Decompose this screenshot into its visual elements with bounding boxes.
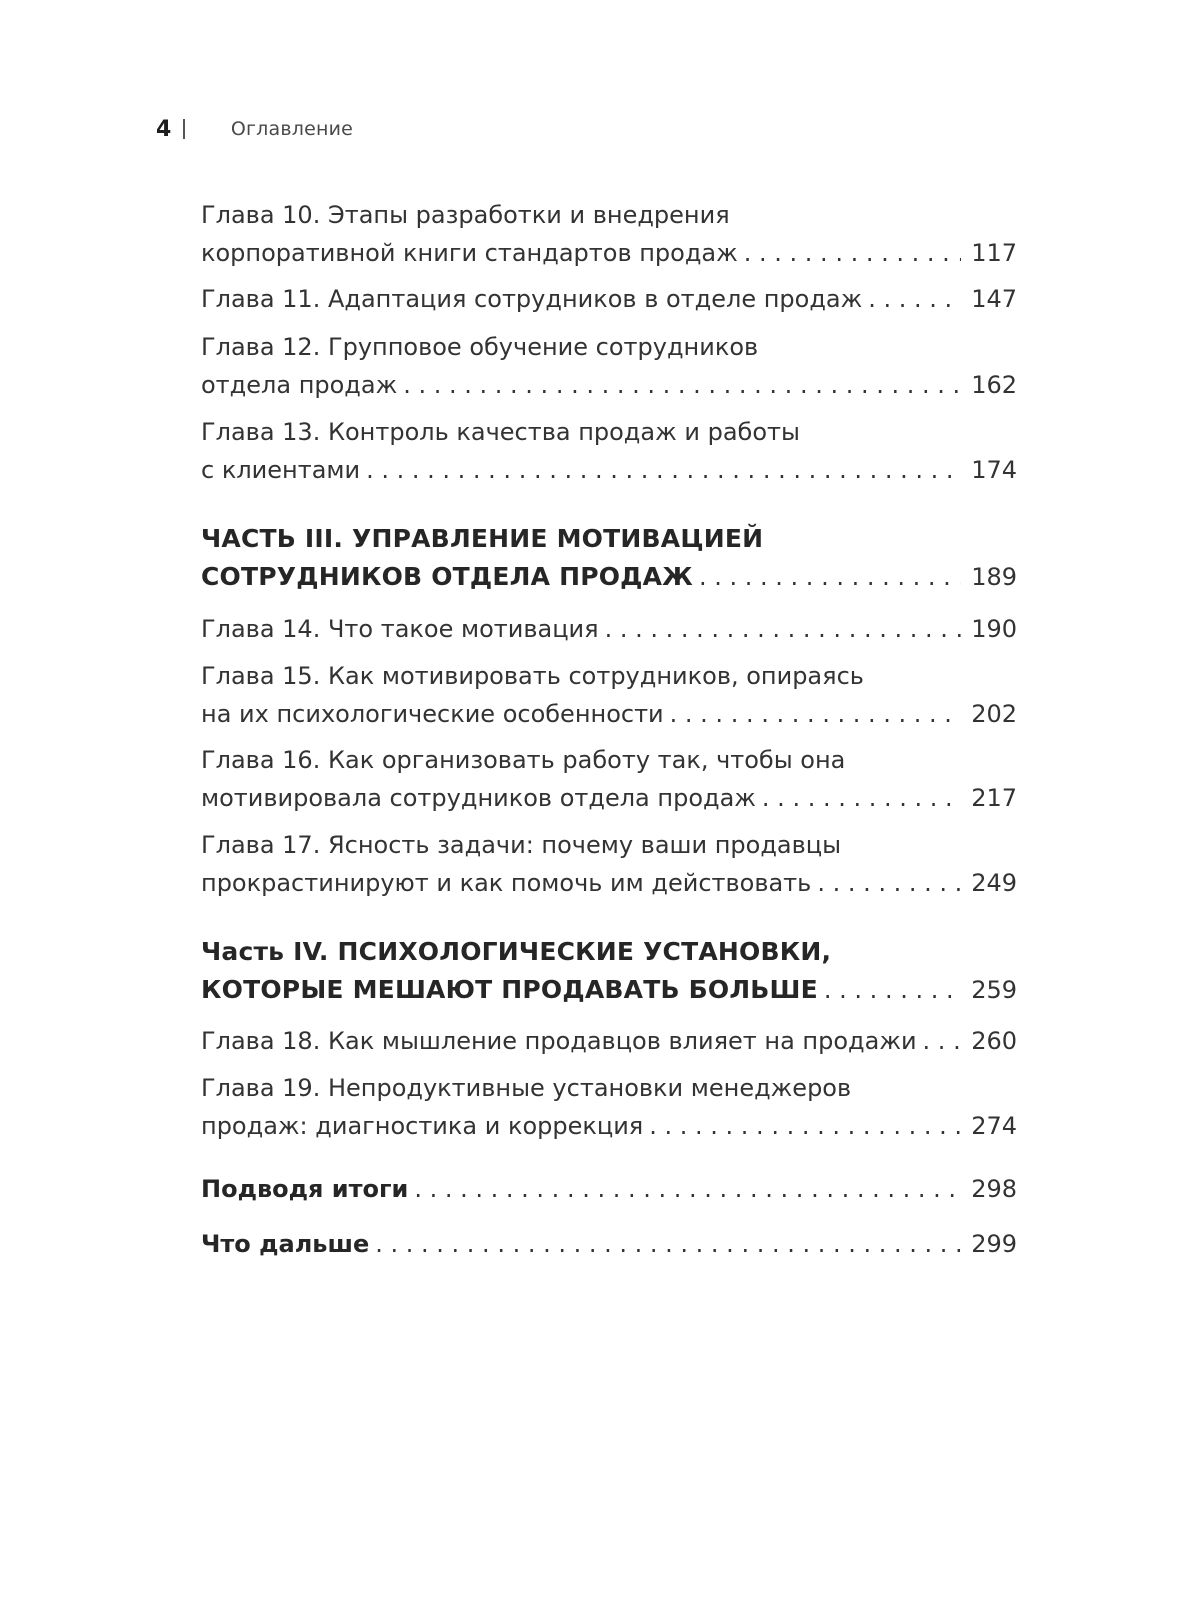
toc-page-number: 249: [971, 869, 1017, 897]
toc-entry-chapter-10[interactable]: [201, 196, 1017, 272]
toc-page-number: 259: [971, 976, 1017, 1004]
toc-entry-title-line: корпоративной книги стандартов продаж: [201, 239, 738, 267]
toc-entry-title-line: продаж: диагностика и коррекция: [201, 1112, 644, 1140]
toc-page-number: 174: [971, 456, 1017, 484]
dot-leader: [756, 779, 961, 817]
dot-leader: [599, 610, 962, 648]
toc-part-title-line: ЧАСТЬ III. УПРАВЛЕНИЕ МОТИВАЦИЕЙ: [201, 524, 764, 553]
dot-leader: [738, 234, 961, 272]
dot-leader: [818, 971, 961, 1009]
toc-entry-chapter-15[interactable]: [201, 657, 1017, 733]
toc-page-number: 274: [971, 1112, 1017, 1140]
toc-entry-title-line: Глава 18. Как мышление продавцов влияет на продажи: [201, 1027, 917, 1055]
toc-entry-title-line: Глава 12. Групповое обучение сотрудников: [201, 333, 759, 361]
dot-leader: [917, 1022, 962, 1060]
dot-leader: [693, 558, 961, 596]
toc-entry-chapter-14[interactable]: [201, 610, 1017, 648]
toc-entry-title-line: мотивировала сотрудников отдела продаж: [201, 784, 756, 812]
toc-entry-part-3[interactable]: [201, 520, 1017, 596]
toc-entry-title-line: с клиентами: [201, 456, 361, 484]
toc-page-number: 147: [971, 285, 1017, 313]
toc-part-title-line: КОТОРЫЕ МЕШАЮТ ПРОДАВАТЬ БОЛЬШЕ: [201, 975, 818, 1004]
toc-entry-summary[interactable]: [201, 1170, 1017, 1208]
dot-leader: [664, 695, 962, 733]
toc-entry-chapter-18[interactable]: [201, 1022, 1017, 1060]
toc-entry-chapter-13[interactable]: [201, 413, 1017, 489]
toc-entry-title-line: Глава 11. Адаптация сотрудников в отделе продаж: [201, 285, 863, 313]
dot-leader: [408, 1170, 961, 1208]
toc-entry-chapter-16[interactable]: [201, 741, 1017, 817]
toc-page-number: 202: [971, 700, 1017, 728]
toc-page-number: 298: [971, 1175, 1017, 1203]
toc-page-number: 117: [971, 239, 1017, 267]
running-title: Оглавление: [230, 118, 354, 140]
toc-page-number: 189: [971, 563, 1017, 591]
toc-page-number: 260: [971, 1027, 1017, 1055]
toc-entry-title-line: Глава 13. Контроль качества продаж и работы: [201, 418, 800, 446]
toc-entry-chapter-17[interactable]: [201, 826, 1017, 902]
toc-page-number: 190: [971, 615, 1017, 643]
toc-entry-chapter-11[interactable]: [201, 280, 1017, 318]
dot-leader: [360, 451, 961, 489]
toc-entry-title-line: Подводя итоги: [201, 1175, 409, 1203]
dot-leader: [811, 864, 961, 902]
toc-entry-title-line: Что дальше: [201, 1230, 370, 1258]
header-divider: [183, 119, 185, 139]
toc-entry-title-line: на их психологические особенности: [201, 700, 664, 728]
toc-entry-chapter-12[interactable]: [201, 328, 1017, 404]
toc-entry-title-line: Глава 16. Как организовать работу так, чтобы она: [201, 746, 846, 774]
dot-leader: [862, 280, 961, 318]
running-header: [156, 114, 353, 144]
dot-leader: [369, 1225, 961, 1263]
toc-part-title-line: Часть IV. ПСИХОЛОГИЧЕСКИЕ УСТАНОВКИ,: [201, 937, 832, 966]
toc-page-number: 162: [971, 371, 1017, 399]
toc-part-title-line: СОТРУДНИКОВ ОТДЕЛА ПРОДАЖ: [201, 562, 693, 591]
toc-page-number: 217: [971, 784, 1017, 812]
toc-entry-title-line: Глава 15. Как мотивировать сотрудников, опираясь: [201, 662, 864, 690]
toc-entry-title-line: Глава 10. Этапы разработки и внедрения: [201, 201, 730, 229]
dot-leader: [643, 1107, 961, 1145]
toc-entry-title-line: отдела продаж: [201, 371, 398, 399]
toc-entry-part-4[interactable]: [201, 933, 1017, 1009]
page-number: 4: [156, 116, 172, 142]
toc-entry-title-line: Глава 19. Непродуктивные установки менеджеров: [201, 1074, 852, 1102]
toc-entry-title-line: Глава 17. Ясность задачи: почему ваши продавцы: [201, 831, 842, 859]
toc-entry-what-next[interactable]: [201, 1225, 1017, 1263]
toc-entry-title-line: прокрастинируют и как помочь им действовать: [201, 869, 812, 897]
dot-leader: [397, 366, 961, 404]
toc-entry-title-line: Глава 14. Что такое мотивация: [201, 615, 599, 643]
toc-entry-chapter-19[interactable]: [201, 1069, 1017, 1145]
toc-page-number: 299: [971, 1230, 1017, 1258]
